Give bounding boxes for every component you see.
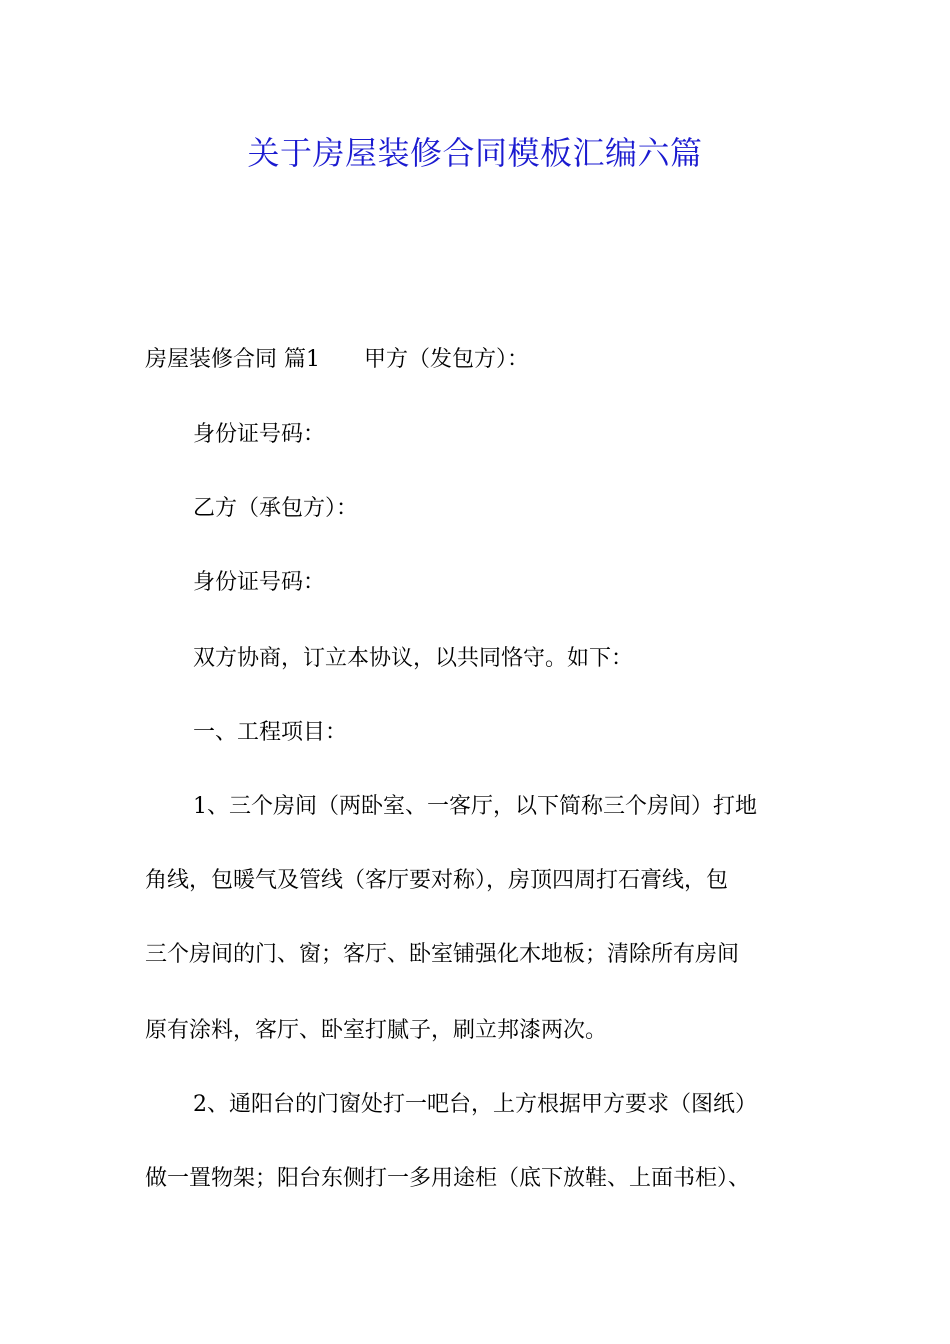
document-title: 关于房屋装修合同模板汇编六篇 [247,134,703,172]
item-one-line-2: 角线，包暖气及管线（客厅要对称），房顶四周打石膏线，包 [145,868,729,893]
item-one-line-4: 原有涂料，客厅、卧室打腻子，刷立邦漆两次。 [145,1018,608,1043]
party-b-id-label: 身份证号码： [193,570,326,595]
item-two-line-1: 2、通阳台的门窗处打一吧台，上方根据甲方要求（图纸） [193,1092,757,1117]
section-one-heading: 一、工程项目： [193,720,348,745]
party-a-id-label: 身份证号码： [193,422,326,447]
item-two-line-2: 做一置物架；阳台东侧打一多用途柜（底下放鞋、上面书柜）、 [145,1166,751,1191]
party-b-label: 乙方（承包方）： [193,496,359,521]
agreement-intro: 双方协商，订立本协议，以共同恪守。如下： [193,646,634,671]
item-one-line-1: 1、三个房间（两卧室、一客厅，以下简称三个房间）打地 [193,794,757,819]
party-a-label: 甲方（发包方）： [364,347,530,372]
section-heading: 房屋装修合同 篇1 [145,347,320,372]
section-heading-line [145,345,529,375]
item-one-line-3: 三个房间的门、窗；客厅、卧室铺强化木地板；清除所有房间 [145,942,740,967]
